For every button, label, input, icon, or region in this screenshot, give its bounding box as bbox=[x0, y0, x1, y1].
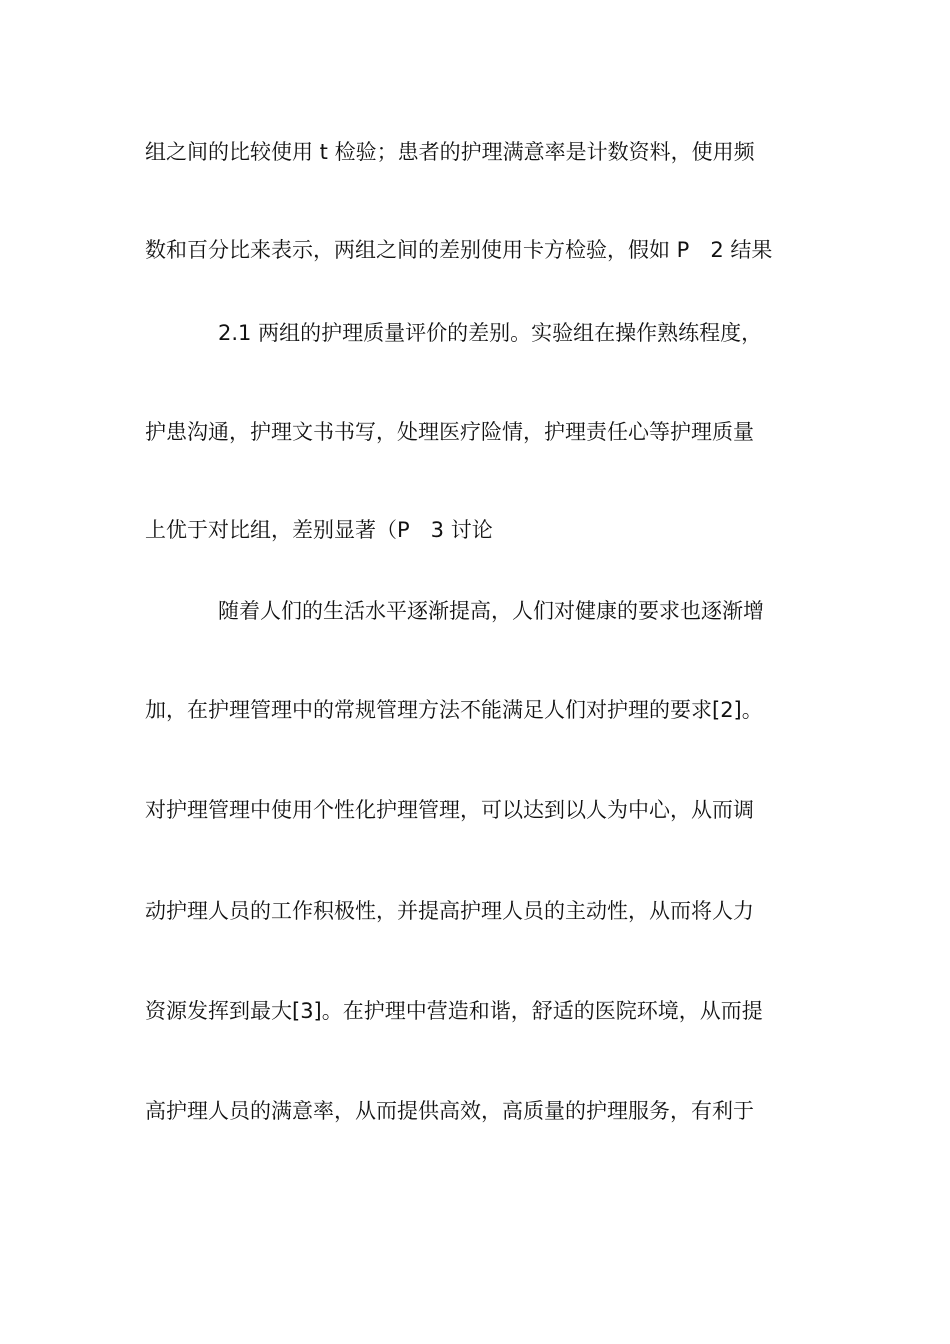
text-line-8: 对护理管理中使用个性化护理管理，可以达到以人为中心，从而调 bbox=[145, 798, 754, 822]
paragraph-discussion-start: 随着人们的生活水平逐渐提高，人们对健康的要求也逐渐增 bbox=[218, 599, 764, 623]
text-line-9: 动护理人员的工作积极性，并提高护理人员的主动性，从而将人力 bbox=[145, 899, 754, 923]
text-line-2: 数和百分比来表示，两组之间的差别使用卡方检验，假如 P 2 结果 bbox=[145, 238, 773, 262]
text-line-4: 护患沟通，护理文书书写，处理医疗险情，护理责任心等护理质量 bbox=[145, 420, 754, 444]
text-line-10: 资源发挥到最大[3]。在护理中营造和谐，舒适的医院环境，从而提 bbox=[145, 999, 763, 1023]
text-line-5: 上优于对比组，差别显著（P 3 讨论 bbox=[145, 518, 493, 542]
section-heading-results: 2.1 两组的护理质量评价的差别。实验组在操作熟练程度， bbox=[218, 321, 763, 345]
text-line-11: 高护理人员的满意率，从而提供高效，高质量的护理服务，有利于 bbox=[145, 1099, 754, 1123]
text-line-7: 加，在护理管理中的常规管理方法不能满足人们对护理的要求[2]。 bbox=[145, 698, 763, 722]
text-line-1: 组之间的比较使用 t 检验；患者的护理满意率是计数资料，使用频 bbox=[145, 140, 755, 164]
